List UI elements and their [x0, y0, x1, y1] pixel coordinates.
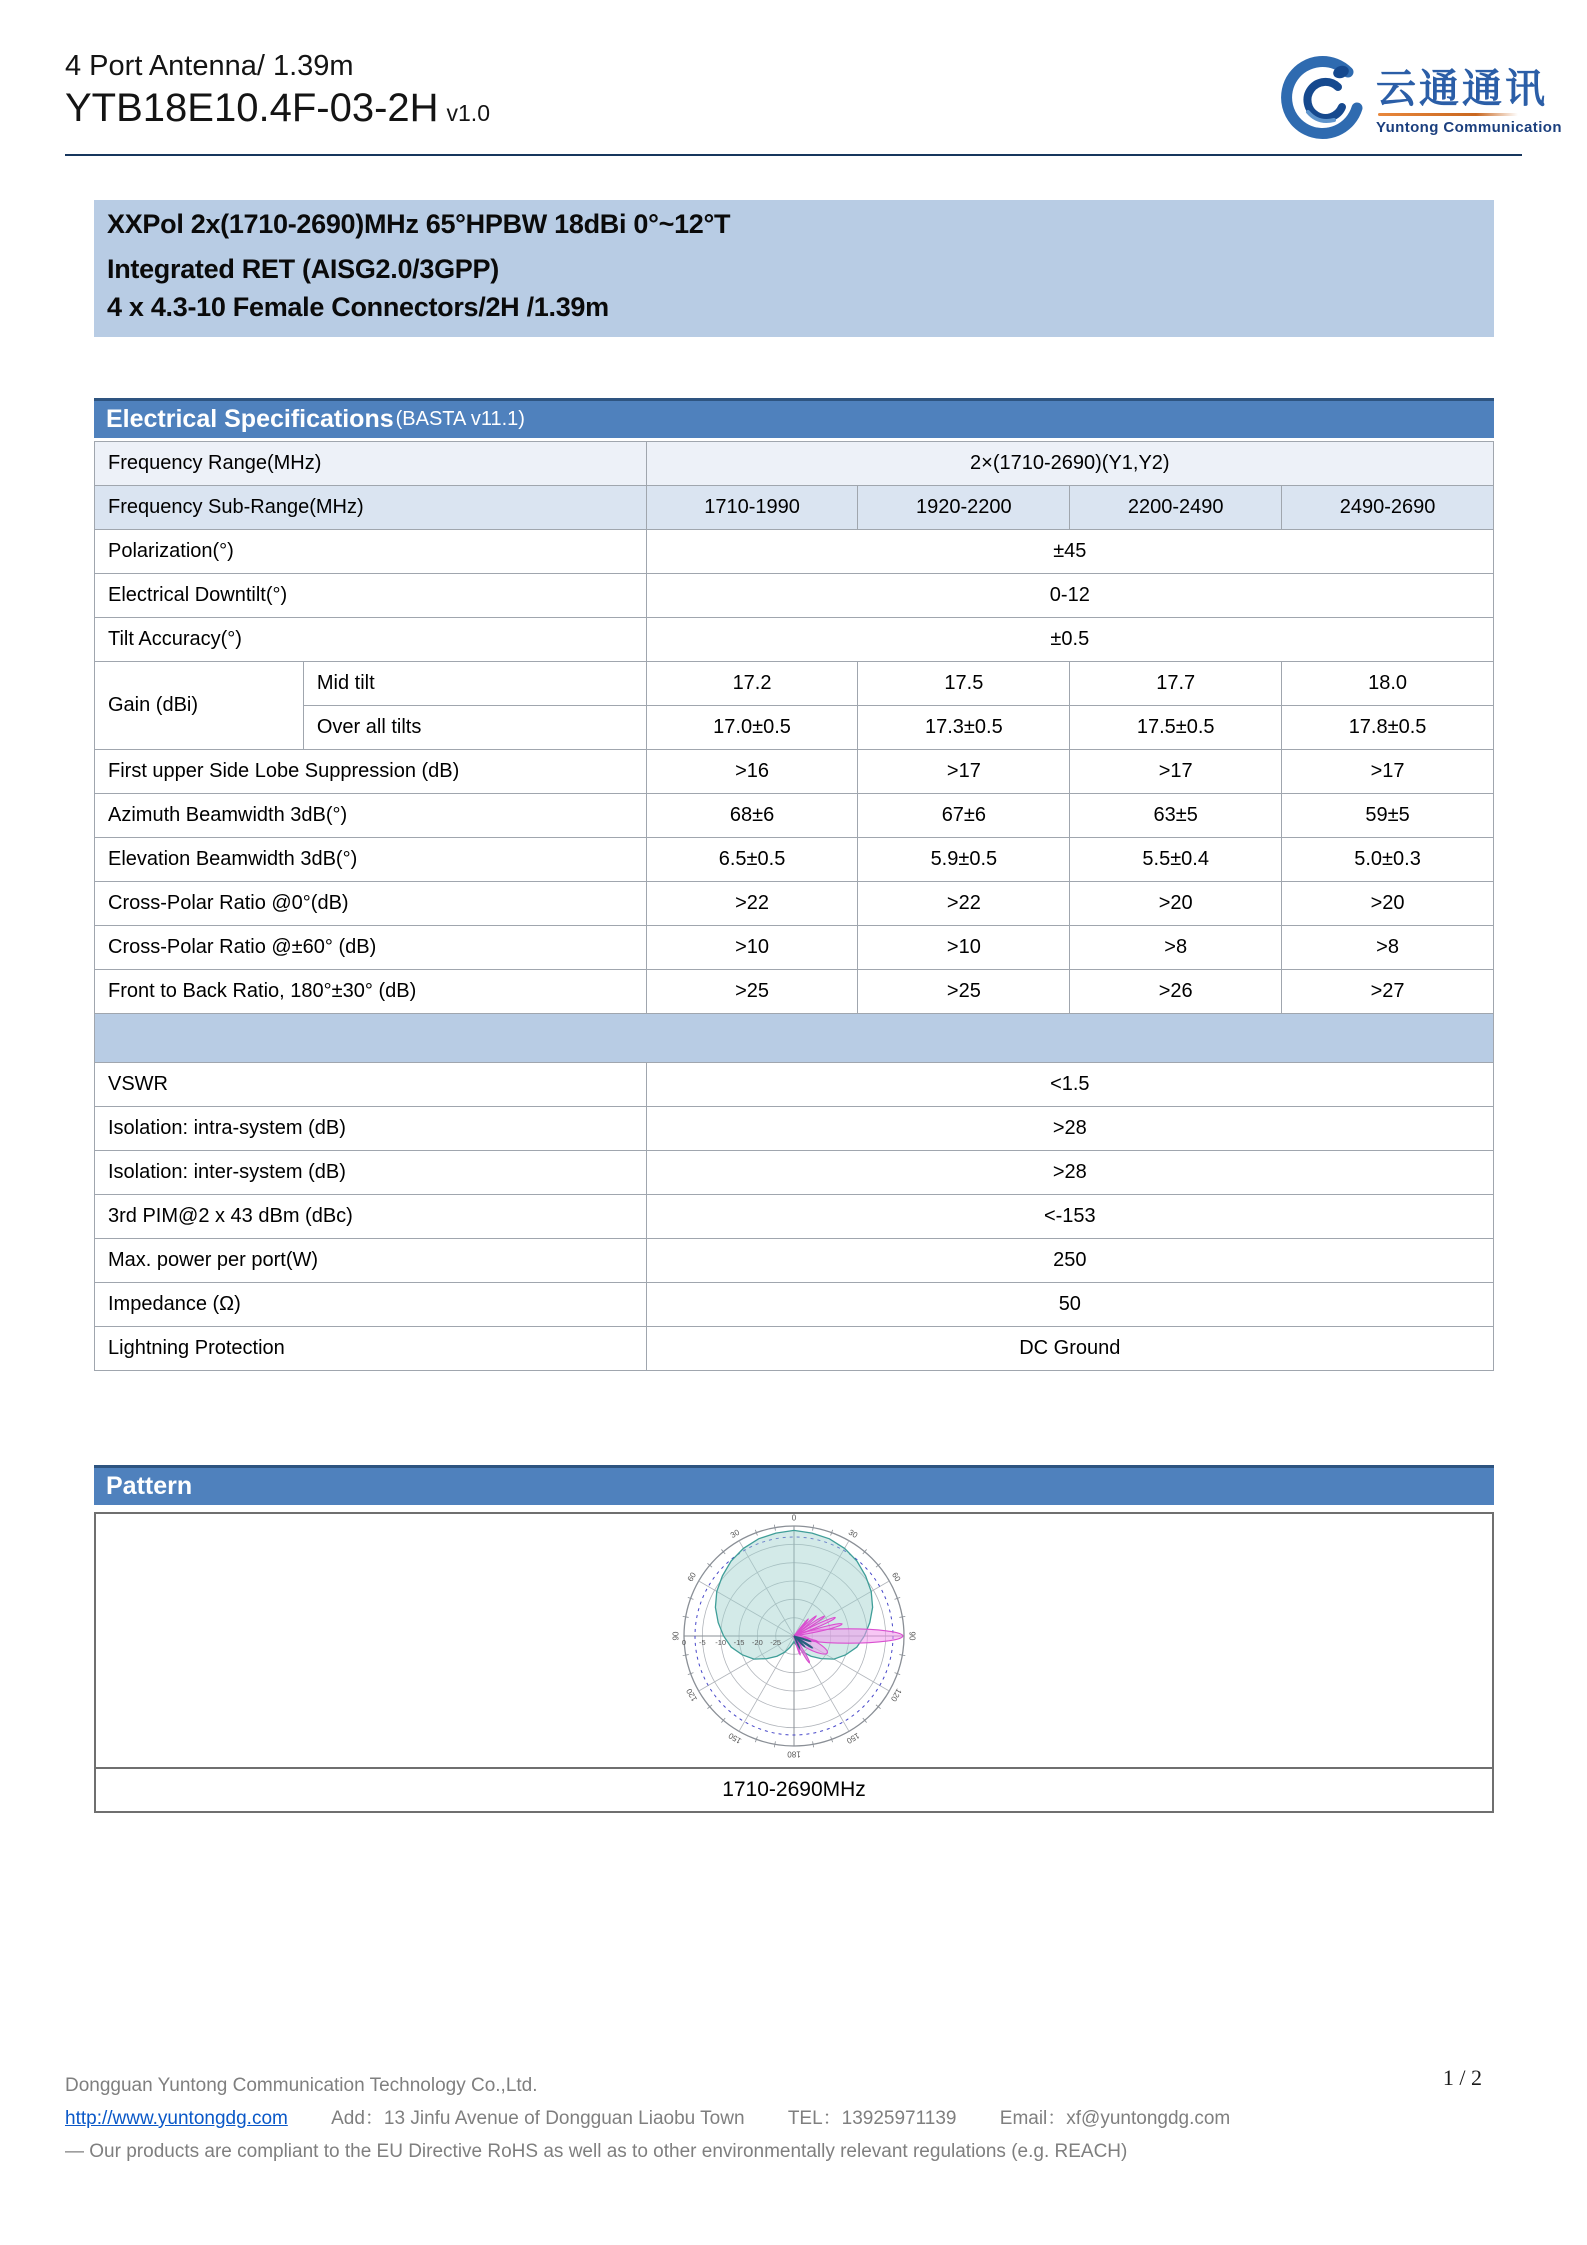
spec-value-cell: >8 — [1282, 926, 1494, 970]
spec-label-cell: Frequency Sub-Range(MHz) — [95, 486, 647, 530]
spec-label-cell: Azimuth Beamwidth 3dB(°) — [95, 794, 647, 838]
spec-value-cell: 17.7 — [1070, 662, 1282, 706]
model-version: v1.0 — [446, 100, 490, 126]
footer-compliance-row: — Our products are compliant to the EU Directive RoHS as well as to other environmentally relevant regulations (e.g. REACH) — [65, 2141, 1128, 2162]
model-number-text: YTB18E10.4F-03-2H — [65, 86, 439, 130]
pattern-section — [94, 1465, 1494, 1813]
page-footer — [65, 2065, 1522, 2168]
angle-label: 60 — [890, 1570, 903, 1584]
spec-value-cell: >25 — [858, 970, 1070, 1014]
yuntong-swirl-icon — [1278, 50, 1370, 151]
spec-label-cell: Isolation: inter-system (dB) — [95, 1151, 647, 1195]
company-tel: TEL：13925971139 — [787, 2108, 957, 2129]
table-row — [95, 706, 1494, 750]
table-row — [95, 442, 1494, 486]
spec-value-cell: >10 — [858, 926, 1070, 970]
table-row — [95, 926, 1494, 970]
spec-value-cell: 2×(1710-2690)(Y1,Y2) — [646, 442, 1493, 486]
spec-value-cell: ±0.5 — [646, 618, 1493, 662]
spec-value-cell: 5.0±0.3 — [1282, 838, 1494, 882]
db-axis-label: -15 — [733, 1638, 745, 1647]
spec-value-cell: >22 — [858, 882, 1070, 926]
spec-value-cell: >8 — [1070, 926, 1282, 970]
spec-value-cell: >28 — [646, 1107, 1493, 1151]
spec-value-cell: 17.5±0.5 — [1070, 706, 1282, 750]
banner-line-2: Integrated RET (AISG2.0/3GPP) — [107, 254, 499, 284]
spec-label-cell: Cross-Polar Ratio @0°(dB) — [95, 882, 647, 926]
spec-value-cell: 6.5±0.5 — [646, 838, 858, 882]
spec-label-cell: First upper Side Lobe Suppression (dB) — [95, 750, 647, 794]
spec-label-cell: Max. power per port(W) — [95, 1239, 647, 1283]
spec-value-cell: 17.0±0.5 — [646, 706, 858, 750]
spec-value-cell: >16 — [646, 750, 858, 794]
angle-label: 120 — [684, 1686, 700, 1704]
table-row — [95, 1283, 1494, 1327]
polar-chart-svg — [614, 1514, 974, 1767]
spec-label-cell: Over all tilts — [303, 706, 646, 750]
company-website-link[interactable]: http://www.yuntongdg.com — [65, 2108, 288, 2129]
product-summary-banner — [94, 200, 1494, 337]
spec-value-cell: >25 — [646, 970, 858, 1014]
angle-label: 30 — [728, 1527, 742, 1540]
logo-english-name: Yuntong Communication — [1376, 119, 1562, 136]
banner-line-1: XXPol 2x(1710-2690)MHz 65°HPBW 18dBi 0°~12°T — [107, 209, 731, 239]
spec-label-cell: Electrical Downtilt(°) — [95, 574, 647, 618]
table-row — [95, 1195, 1494, 1239]
spec-value-cell: >17 — [1070, 750, 1282, 794]
pattern-header — [94, 1465, 1494, 1508]
spec-value-cell: 59±5 — [1282, 794, 1494, 838]
table-row — [95, 970, 1494, 1014]
db-axis-label: -10 — [715, 1638, 727, 1647]
angle-label: 30 — [846, 1527, 860, 1540]
electrical-specifications-section — [94, 398, 1494, 1371]
polar-pattern-plot — [96, 1514, 1492, 1767]
spec-value-cell: 2490-2690 — [1282, 486, 1494, 530]
table-row — [95, 882, 1494, 926]
spec-label-cell: Impedance (Ω) — [95, 1283, 647, 1327]
angle-label: 90 — [671, 1631, 681, 1641]
angle-label: 90 — [907, 1631, 917, 1641]
spec-value-cell: >26 — [1070, 970, 1282, 1014]
spec-value-cell: DC Ground — [646, 1327, 1493, 1371]
spec-label-cell: Front to Back Ratio, 180°±30° (dB) — [95, 970, 647, 1014]
table-row — [95, 530, 1494, 574]
electrical-specifications-header — [94, 398, 1494, 441]
general-spec-table — [94, 1062, 1494, 1371]
table-row — [95, 1107, 1494, 1151]
angle-label: 150 — [726, 1730, 744, 1746]
section-title: Electrical Specifications — [106, 405, 394, 433]
spec-value-cell: 5.5±0.4 — [1070, 838, 1282, 882]
spec-label-cell: Tilt Accuracy(°) — [95, 618, 647, 662]
spec-value-cell: ±45 — [646, 530, 1493, 574]
angle-tick — [813, 1525, 814, 1531]
table-row — [95, 618, 1494, 662]
table-row — [95, 486, 1494, 530]
db-axis-label: -5 — [698, 1638, 706, 1647]
db-axis-label: 0 — [681, 1638, 687, 1647]
spec-value-cell: 50 — [646, 1283, 1493, 1327]
footer-contact-row — [65, 2102, 1522, 2136]
spec-value-cell: 1710-1990 — [646, 486, 858, 530]
angle-tick — [774, 1525, 775, 1531]
spec-value-cell: 250 — [646, 1239, 1493, 1283]
pattern-caption: 1710-2690MHz — [96, 1767, 1492, 1811]
spec-label-cell: Polarization(°) — [95, 530, 647, 574]
table-separator-band — [94, 1014, 1494, 1062]
spec-value-cell: >17 — [858, 750, 1070, 794]
angle-tick — [899, 1616, 905, 1617]
angle-label: 120 — [888, 1686, 904, 1704]
table-row — [95, 794, 1494, 838]
pattern-title: Pattern — [106, 1472, 193, 1500]
spec-value-cell: >28 — [646, 1151, 1493, 1195]
spec-value-cell: 18.0 — [1282, 662, 1494, 706]
angle-label: 60 — [685, 1570, 698, 1584]
spec-label-cell: Cross-Polar Ratio @±60° (dB) — [95, 926, 647, 970]
spec-value-cell: 17.5 — [858, 662, 1070, 706]
spec-value-cell: 2200-2490 — [1070, 486, 1282, 530]
spec-label-cell: Mid tilt — [303, 662, 646, 706]
angle-tick — [899, 1655, 905, 1656]
logo-orange-swoosh — [1378, 113, 1518, 116]
table-row — [95, 574, 1494, 618]
angle-tick — [813, 1741, 814, 1747]
spec-value-cell: >22 — [646, 882, 858, 926]
model-number — [65, 86, 490, 131]
spec-label-cell: Gain (dBi) — [95, 662, 304, 750]
angle-tick — [683, 1616, 689, 1617]
spec-value-cell: 17.3±0.5 — [858, 706, 1070, 750]
spec-value-cell: >17 — [1282, 750, 1494, 794]
angle-label: 180 — [787, 1749, 801, 1759]
company-name: Dongguan Yuntong Communication Technology Co.,Ltd. — [65, 2075, 538, 2096]
spec-value-cell: >20 — [1282, 882, 1494, 926]
spec-value-cell: 63±5 — [1070, 794, 1282, 838]
db-axis-label: -20 — [751, 1638, 763, 1647]
spec-value-cell: 1920-2200 — [858, 486, 1070, 530]
logo-text-block — [1376, 50, 1562, 136]
company-logo — [1278, 50, 1562, 151]
table-row — [95, 1327, 1494, 1371]
spec-value-cell: 67±6 — [858, 794, 1070, 838]
logo-chinese-name: 云通通讯 — [1376, 67, 1548, 111]
table-row — [95, 750, 1494, 794]
banner-line-3: 4 x 4.3-10 Female Connectors/2H /1.39m — [107, 292, 609, 322]
table-row — [95, 1063, 1494, 1107]
spec-value-cell: 5.9±0.5 — [858, 838, 1070, 882]
spec-label-cell: Elevation Beamwidth 3dB(°) — [95, 838, 647, 882]
table-row — [95, 1151, 1494, 1195]
spec-value-cell: 0-12 — [646, 574, 1493, 618]
spec-value-cell: 17.2 — [646, 662, 858, 706]
company-email: Email：xf@yuntongdg.com — [999, 2108, 1231, 2129]
page-title: 4 Port Antenna/ 1.39m — [65, 50, 354, 82]
spec-label-cell: Lightning Protection — [95, 1327, 647, 1371]
page-number: 1 / 2 — [1442, 2065, 1482, 2090]
angle-label: 150 — [844, 1730, 862, 1746]
spec-value-cell: >20 — [1070, 882, 1282, 926]
angle-tick — [683, 1655, 689, 1656]
angle-tick — [774, 1741, 775, 1747]
spec-value-cell: >10 — [646, 926, 858, 970]
table-row — [95, 662, 1494, 706]
spec-label-cell: Isolation: intra-system (dB) — [95, 1107, 647, 1151]
electrical-spec-table — [94, 441, 1494, 1014]
table-row — [95, 1239, 1494, 1283]
spec-value-cell: <-153 — [646, 1195, 1493, 1239]
section-subtitle: (BASTA v11.1) — [395, 408, 525, 430]
spec-label-cell: 3rd PIM@2 x 43 dBm (dBc) — [95, 1195, 647, 1239]
angle-label: 0 — [791, 1514, 797, 1523]
header-divider — [65, 154, 1522, 156]
company-address: Add：13 Jinfu Avenue of Dongguan Liaobu Town — [331, 2108, 745, 2129]
pattern-box — [94, 1512, 1494, 1813]
spec-value-cell: >27 — [1282, 970, 1494, 1014]
spec-label-cell: VSWR — [95, 1063, 647, 1107]
footer-company-row — [65, 2065, 1522, 2102]
spec-label-cell: Frequency Range(MHz) — [95, 442, 647, 486]
spec-value-cell: <1.5 — [646, 1063, 1493, 1107]
spec-value-cell: 68±6 — [646, 794, 858, 838]
db-axis-label: -25 — [770, 1638, 782, 1647]
table-row — [95, 838, 1494, 882]
spec-value-cell: 17.8±0.5 — [1282, 706, 1494, 750]
